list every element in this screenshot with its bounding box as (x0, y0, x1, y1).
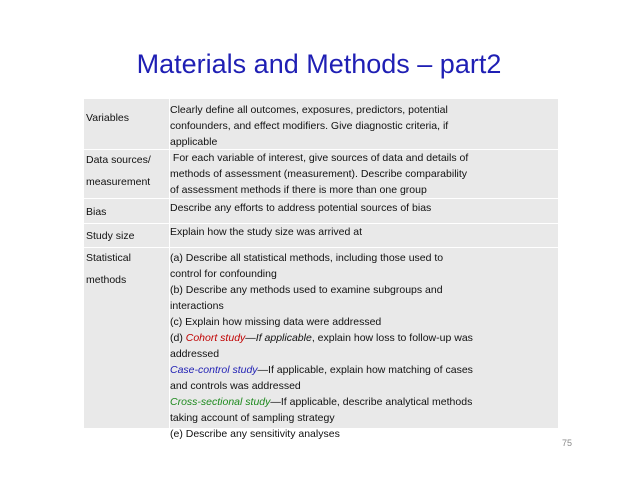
label-line: Study size (86, 230, 135, 242)
desc-line: Explain how the study size was arrived at (170, 226, 363, 238)
label-line: methods (86, 274, 127, 286)
case-control-line: and controls was addressed (170, 380, 301, 392)
if-applicable-text: If applicable (255, 332, 312, 344)
desc-line: Describe any efforts to address potential sources of bias (170, 202, 432, 214)
row-label (84, 228, 170, 244)
desc-line: confounders, and effect modifiers. Give diagnostic criteria, if (170, 120, 449, 132)
row-divider (84, 247, 558, 248)
row-divider (84, 198, 558, 199)
item-d-prefix: (d) (170, 332, 186, 344)
cohort-study-label: Cohort study (185, 332, 246, 344)
item-d-line: addressed (170, 348, 220, 360)
case-control-rest: —If applicable, explain how matching of cases (257, 364, 473, 376)
row-label (84, 152, 170, 190)
item-d-rest: , explain how loss to follow-up was (311, 332, 473, 344)
row-label (84, 110, 170, 126)
desc-line: applicable (170, 136, 218, 148)
row-description (170, 150, 554, 198)
desc-line: methods of assessment (measurement). Describe comparability (170, 168, 468, 180)
desc-line: Clearly define all outcomes, exposures, predictors, potential (170, 104, 448, 116)
row-label (84, 250, 170, 288)
item-a-line: (a) Describe all statistical methods, including those used to (170, 252, 444, 264)
slide-title: Materials and Methods – part2 (136, 49, 502, 79)
item-e-line: (e) Describe any sensitivity analyses (170, 428, 340, 440)
label-line: measurement (86, 176, 151, 188)
cross-sectional-rest: —If applicable, describe analytical methods (270, 396, 473, 408)
cross-sectional-label: Cross-sectional study (170, 396, 271, 408)
desc-line: of assessment methods if there is more than one group (170, 184, 427, 196)
page-number: 75 (562, 438, 573, 448)
item-a-line: control for confounding (170, 268, 277, 280)
item-b-line: (b) Describe any methods used to examine subgroups and (170, 284, 443, 296)
row-description (170, 102, 554, 150)
desc-line: For each variable of interest, give sources of data and details of (170, 152, 469, 164)
label-line: Statistical (86, 252, 131, 264)
case-control-line (170, 362, 554, 378)
column-divider (169, 99, 170, 428)
cross-sectional-line: taking account of sampling strategy (170, 412, 335, 424)
methods-table (84, 99, 558, 440)
item-b-line: interactions (170, 300, 224, 312)
row-description (170, 250, 554, 442)
label-line: Data sources/ (86, 154, 151, 166)
item-d-line (170, 330, 554, 346)
case-control-label: Case-control study (170, 364, 258, 376)
label-line: Variables (86, 112, 129, 124)
row-label (84, 204, 170, 220)
label-line: Bias (86, 206, 107, 218)
row-description (170, 200, 554, 216)
item-c-line: (c) Explain how missing data were addressed (170, 316, 382, 328)
row-description (170, 224, 554, 240)
cross-sectional-line (170, 394, 554, 410)
dash: — (245, 332, 256, 344)
